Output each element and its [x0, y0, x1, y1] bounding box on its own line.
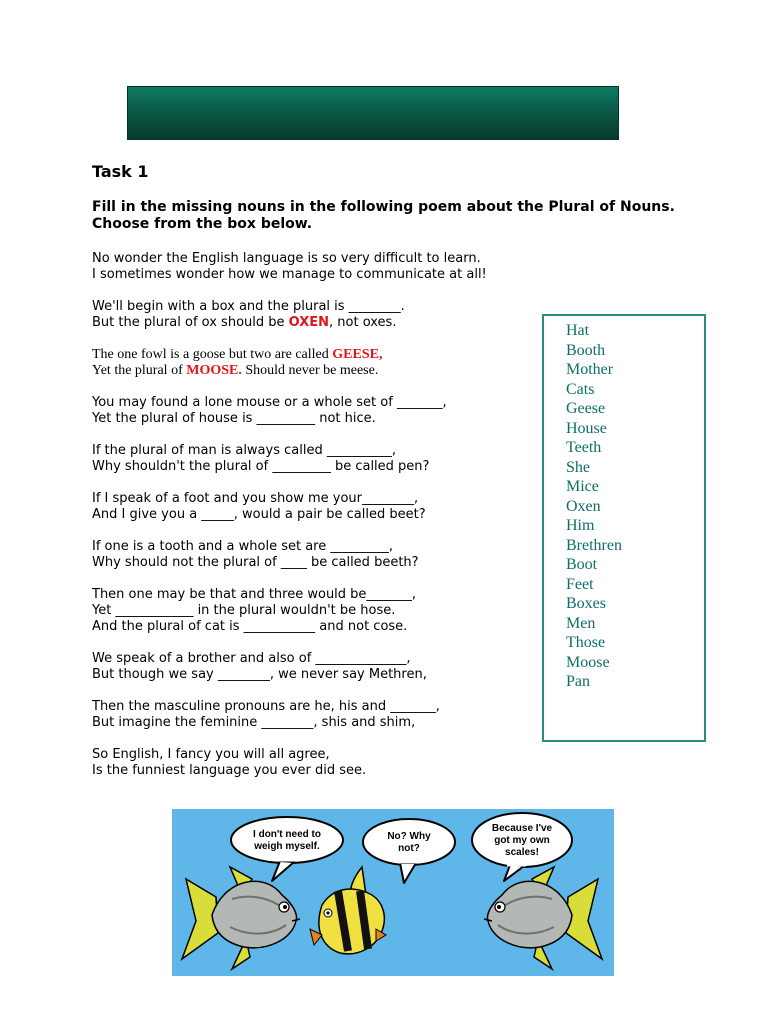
poem-line: If the plural of man is always called __________, [92, 443, 396, 458]
poem-stanza [92, 251, 542, 283]
poem-stanza [92, 587, 542, 635]
poem-line: Why should not the plural of ____ be called beeth? [92, 555, 419, 570]
poem-line: Why shouldn't the plural of _________ be called pen? [92, 459, 430, 474]
word-box-item: Geese [566, 400, 606, 417]
bubble-1-line-2: weigh myself. [254, 841, 320, 852]
word-box-item: She [566, 458, 590, 476]
poem-line: Yet the plural of house is _________ not hice. [92, 411, 376, 426]
poem [92, 251, 542, 795]
word-box-item: Hat [566, 322, 590, 339]
word-box-item: Men [566, 614, 596, 632]
poem-line: But imagine the feminine ________, shis and shim, [92, 715, 416, 730]
word-box-item: Feet [566, 575, 594, 593]
bubble-3-line-3: scales! [505, 847, 539, 858]
poem-stanza [92, 747, 542, 779]
poem-line: And the plural of cat is ___________ and not cose. [92, 619, 408, 634]
word-box-item: Boot [566, 556, 598, 573]
word-box-item: Pan [566, 673, 590, 690]
word-box-item: Oxen [566, 497, 601, 515]
poem-stanza [92, 651, 542, 683]
poem-line: Is the funniest language you ever did see. [92, 763, 367, 778]
bubble-1-line-1: I don't need to [253, 829, 321, 840]
poem-line [92, 347, 542, 363]
middle-fish-icon [310, 867, 386, 954]
task-instructions: Fill in the missing nouns in the following poem about the Plural of Nouns. Choose from the box below. [92, 199, 675, 232]
word-box-item: Mice [566, 478, 599, 495]
poem-text: But the plural of ox should be [92, 315, 289, 330]
speech-bubble-1 [231, 817, 343, 881]
word-box-item: Mother [566, 361, 614, 378]
right-fish-icon [484, 867, 602, 969]
poem-stanza [92, 443, 542, 475]
poem-line: Yet ____________ in the plural wouldn't be hose. [92, 603, 396, 618]
word-box-item: Boxes [566, 595, 606, 612]
word-box-item: Cats [566, 380, 595, 398]
poem-line: Then the masculine pronouns are he, his and _______, [92, 699, 440, 714]
poem-text: The one fowl is a goose but two are called [92, 347, 333, 362]
poem-text: Should never be meese. [241, 363, 379, 378]
poem-line: So English, I fancy you will all agree, [92, 747, 330, 762]
bubble-3-line-2: got my own [494, 835, 550, 846]
word-box-item: Teeth [566, 439, 602, 456]
poem-stanza [92, 539, 542, 571]
poem-line: We speak of a brother and also of ______________, [92, 651, 411, 666]
poem-line: And I give you a _____, would a pair be called beet? [92, 507, 426, 522]
poem-stanza [92, 699, 542, 731]
task-title: Task 1 [92, 162, 149, 181]
poem-line: No wonder the English language is so very difficult to learn. [92, 251, 481, 266]
poem-text: , not oxes. [329, 315, 397, 330]
bubble-2-line-1: No? Why [387, 831, 431, 842]
poem-stanza [92, 347, 542, 379]
word-box-item: Him [566, 517, 595, 534]
poem-line [92, 315, 542, 331]
poem-stanza [92, 491, 542, 523]
poem-text: Yet the plural of [92, 363, 187, 378]
poem-line: I sometimes wonder how we manage to communicate at all! [92, 267, 487, 282]
poem-line: Then one may be that and three would be_______, [92, 587, 417, 602]
poem-line: But though we say ________, we never say Methren, [92, 667, 427, 682]
speech-bubble-3 [472, 813, 572, 881]
bubble-2-line-2: not? [398, 843, 420, 854]
poem-stanza [92, 299, 542, 331]
poem-line: You may found a lone mouse or a whole set of _______, [92, 395, 447, 410]
word-box-item: Booth [566, 341, 606, 359]
highlight-oxen: OXEN [288, 315, 330, 330]
poem-line: If I speak of a foot and you show me your________, [92, 491, 419, 506]
word-box-item: House [566, 419, 607, 437]
header-banner [127, 86, 619, 140]
word-box-item: Brethren [566, 536, 622, 554]
speech-bubble-2 [363, 819, 455, 883]
highlight-moose: MOOSE. [186, 363, 242, 378]
left-fish-icon [182, 867, 300, 969]
fish-cartoon-illustration [172, 809, 614, 976]
word-box [542, 314, 706, 742]
poem-stanza [92, 395, 542, 427]
poem-line: If one is a tooth and a whole set are _________, [92, 539, 393, 554]
poem-line: We'll begin with a box and the plural is ________. [92, 299, 405, 314]
bubble-3-line-1: Because I've [491, 823, 553, 834]
highlight-geese: GEESE, [332, 347, 383, 362]
word-box-item: Moose [566, 653, 610, 671]
fish-cartoon [172, 809, 614, 976]
poem-line [92, 363, 542, 379]
word-box-item: Those [566, 634, 606, 651]
